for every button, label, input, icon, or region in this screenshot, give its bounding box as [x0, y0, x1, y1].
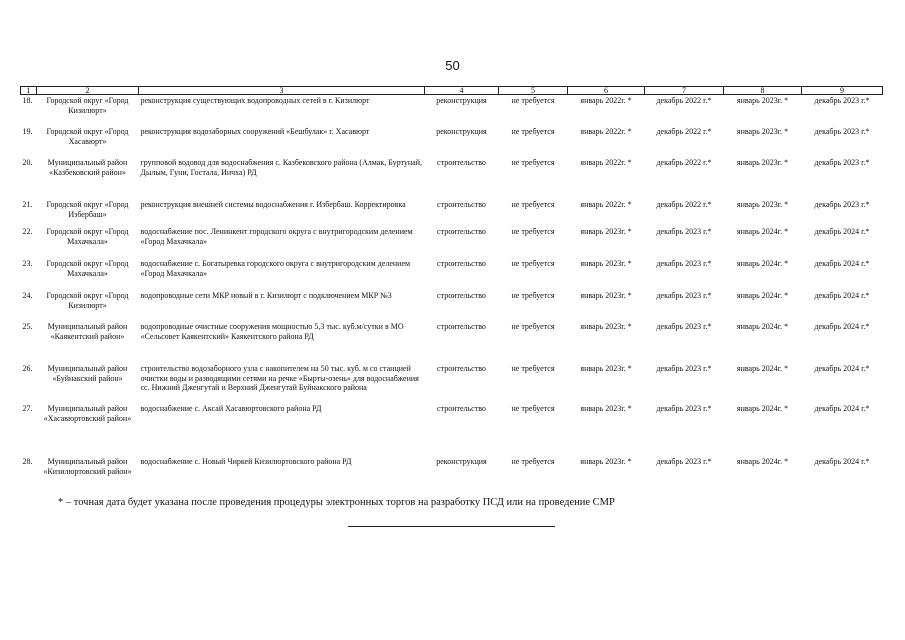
work-type-cell: строительство	[437, 227, 486, 236]
psd-cell: не требуется	[511, 158, 555, 167]
municipality-cell: Муниципальный район «Буйнакский район»	[47, 364, 128, 383]
date-cell: декабрь 2024 г.*	[814, 364, 870, 373]
date-cell: декабрь 2022 г.*	[656, 96, 712, 105]
date-cell: январь 2023г. *	[580, 322, 632, 331]
municipality-cell: Городской округ «Город Хасавюрт»	[46, 127, 129, 146]
row-number: 28.	[22, 457, 33, 466]
date-cell: декабрь 2024 г.*	[814, 457, 870, 466]
row-number: 20.	[22, 158, 33, 167]
separator-line	[348, 526, 555, 527]
table-row	[21, 363, 883, 403]
psd-cell: не требуется	[511, 200, 555, 209]
date-cell: декабрь 2022 г.*	[656, 158, 712, 167]
date-cell: январь 2023г. *	[580, 364, 632, 373]
date-cell: январь 2024г. *	[736, 227, 789, 236]
date-cell: январь 2023г. *	[736, 96, 789, 105]
date-cell: январь 2024г. *	[736, 291, 789, 300]
date-cell: январь 2023г. *	[580, 457, 632, 466]
table-row	[21, 95, 883, 127]
date-cell: январь 2023г. *	[736, 200, 789, 209]
work-type-cell: строительство	[437, 291, 486, 300]
work-type-cell: строительство	[437, 404, 486, 413]
date-cell: январь 2024г. *	[736, 259, 789, 268]
date-cell: декабрь 2023 г.*	[814, 200, 870, 209]
municipality-cell: Муниципальный район «Каякентский район»	[47, 322, 128, 341]
table-row	[21, 456, 883, 497]
work-type-cell: реконструкция	[436, 457, 487, 466]
date-cell: январь 2024г. *	[736, 322, 789, 331]
object-cell: реконструкция внешней системы водоснабжения г. Избербаш. Корректировка	[140, 200, 406, 209]
work-type-cell: строительство	[437, 259, 486, 268]
table-row	[21, 226, 883, 258]
table-row	[21, 403, 883, 456]
municipality-cell: Городской округ «Город Махачкала»	[46, 259, 129, 278]
date-cell: январь 2023г. *	[580, 259, 632, 268]
date-cell: декабрь 2024 г.*	[814, 259, 870, 268]
col-header: 2	[37, 87, 139, 95]
date-cell: декабрь 2023 г.*	[656, 404, 712, 413]
date-cell: декабрь 2024 г.*	[814, 322, 870, 331]
object-cell: водоснабжение с. Новый Чиркей Кизилюртовского района РД	[140, 457, 352, 466]
municipality-cell: Муниципальный район «Кизилюртовский район»	[43, 457, 132, 476]
date-cell: декабрь 2023 г.*	[814, 158, 870, 167]
municipality-cell: Городской округ «Город Кизилюрт»	[46, 96, 129, 115]
column-number-header	[21, 87, 883, 95]
schedule-table	[20, 86, 883, 497]
psd-cell: не требуется	[511, 127, 555, 136]
page-number: 50	[445, 58, 460, 73]
date-cell: декабрь 2024 г.*	[814, 227, 870, 236]
object-cell: групповой водовод для водоснабжения с. Казбековского района (Алмак, Буртунай, Дылым, Гуни, Гостала, Инчха) РД	[140, 158, 423, 177]
object-cell: водопроводные очистные сооружения мощностью 5,3 тыс. куб.м/сутки в МО «Сельсовет Каякентский» Каякентского района РД	[140, 322, 404, 341]
row-number: 21.	[22, 200, 33, 209]
date-cell: декабрь 2022 г.*	[656, 127, 712, 136]
date-cell: январь 2024г. *	[736, 457, 789, 466]
psd-cell: не требуется	[511, 404, 555, 413]
col-header: 6	[568, 87, 645, 95]
date-cell: декабрь 2023 г.*	[656, 364, 712, 373]
object-cell: водоснабжение пос. Ленинкент городского округа с внутригородским делением «Город Махачкала»	[140, 227, 413, 246]
col-header: 5	[499, 87, 568, 95]
date-cell: январь 2024г. *	[736, 404, 789, 413]
date-cell: январь 2023г. *	[580, 404, 632, 413]
object-cell: строительство водозаборного узла с накопителем на 50 тыс. куб. м со станцией очистки воды и разводящими сетями на речке «Бырты-озень» для водоснабжения сс. Нижний Дженгутай и Верхний Дженгутай Буйнакского района	[140, 364, 419, 392]
object-cell: водопроводные сети МКР новый в г. Кизилюрт с подключением МКР №3	[140, 291, 392, 300]
date-cell: декабрь 2023 г.*	[656, 227, 712, 236]
psd-cell: не требуется	[511, 227, 555, 236]
work-type-cell: реконструкция	[436, 127, 487, 136]
row-number: 22.	[22, 227, 33, 236]
object-cell: водоснабжение с. Аксай Хасавюртовского района РД	[140, 404, 322, 413]
psd-cell: не требуется	[511, 322, 555, 331]
row-number: 27.	[22, 404, 33, 413]
row-number: 24.	[22, 291, 33, 300]
table-row	[21, 199, 883, 226]
municipality-cell: Муниципальный район «Казбековский район»	[47, 158, 128, 177]
table-row	[21, 321, 883, 363]
date-cell: декабрь 2023 г.*	[656, 259, 712, 268]
row-number: 23.	[22, 259, 33, 268]
date-cell: январь 2022г. *	[580, 96, 632, 105]
date-cell: январь 2024г. *	[736, 364, 789, 373]
date-cell: январь 2023г. *	[736, 127, 789, 136]
municipality-cell: Городской округ «Город Махачкала»	[46, 227, 129, 246]
psd-cell: не требуется	[511, 457, 555, 466]
row-number: 25.	[22, 322, 33, 331]
date-cell: январь 2022г. *	[580, 158, 632, 167]
row-number: 19.	[22, 127, 33, 136]
date-cell: декабрь 2023 г.*	[656, 322, 712, 331]
date-cell: декабрь 2023 г.*	[814, 127, 870, 136]
table-row	[21, 126, 883, 157]
municipality-cell: Городской округ «Город Кизилюрт»	[46, 291, 129, 310]
municipality-cell: Городской округ «Город Избербаш»	[46, 200, 129, 219]
work-type-cell: строительство	[437, 322, 486, 331]
object-cell: реконструкция водозаборных сооружений «Бешбулак» г. Хасавюрт	[140, 127, 370, 136]
object-cell: водоснабжение с. Богатыревка городского округа с внутригородским делением «Город Махачкала»	[140, 259, 411, 278]
psd-cell: не требуется	[511, 364, 555, 373]
work-type-cell: строительство	[437, 158, 486, 167]
date-cell: декабрь 2022 г.*	[656, 200, 712, 209]
col-header: 1	[21, 87, 37, 95]
table-row	[21, 157, 883, 199]
work-type-cell: строительство	[437, 364, 486, 373]
row-number: 18.	[22, 96, 33, 105]
work-type-cell: строительство	[437, 200, 486, 209]
col-header: 9	[802, 87, 883, 95]
col-header: 3	[139, 87, 425, 95]
psd-cell: не требуется	[511, 96, 555, 105]
col-header: 8	[724, 87, 802, 95]
date-cell: декабрь 2024 г.*	[814, 291, 870, 300]
table-row	[21, 258, 883, 290]
col-header: 7	[645, 87, 724, 95]
col-header: 4	[425, 87, 499, 95]
date-cell: декабрь 2023 г.*	[814, 96, 870, 105]
date-cell: декабрь 2024 г.*	[814, 404, 870, 413]
footnote: * – точная дата будет указана после проведения процедуры электронных торгов на разработку ПСД или на проведение СМР	[58, 497, 615, 508]
object-cell: реконструкция существующих водопроводных сетей в г. Кизилюрт	[140, 96, 370, 105]
date-cell: декабрь 2023 г.*	[656, 291, 712, 300]
date-cell: январь 2022г. *	[580, 200, 632, 209]
municipality-cell: Муниципальный район «Хасавюртовский район»	[43, 404, 132, 423]
date-cell: январь 2023г. *	[580, 291, 632, 300]
date-cell: январь 2023г. *	[580, 227, 632, 236]
date-cell: декабрь 2023 г.*	[656, 457, 712, 466]
date-cell: январь 2023г. *	[736, 158, 789, 167]
date-cell: январь 2022г. *	[580, 127, 632, 136]
psd-cell: не требуется	[511, 259, 555, 268]
work-type-cell: реконструкция	[436, 96, 487, 105]
table-row	[21, 290, 883, 321]
row-number: 26.	[22, 364, 33, 373]
psd-cell: не требуется	[511, 291, 555, 300]
